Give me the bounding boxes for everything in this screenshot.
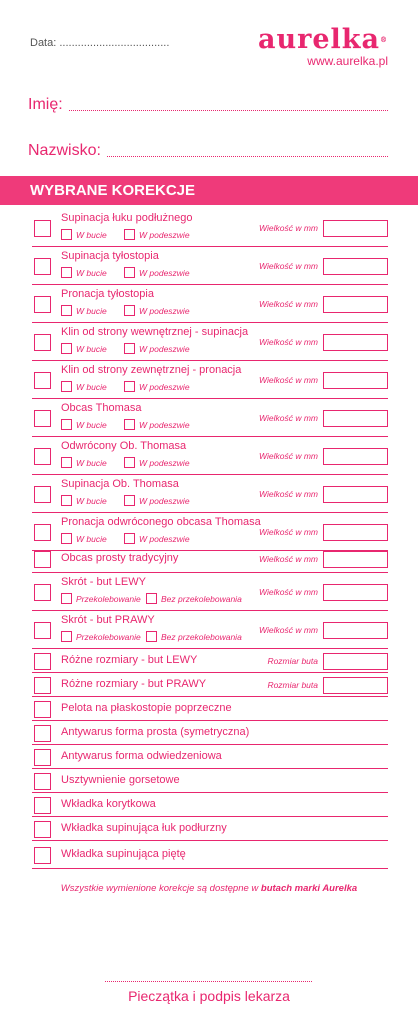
- correction-row: [32, 545, 388, 573]
- size-mm-label: Wielkość w mm: [259, 625, 318, 635]
- in-insole-option[interactable]: [124, 267, 190, 278]
- brand-url[interactable]: www.aurelka.pl: [307, 54, 388, 68]
- correction-row: [32, 649, 388, 673]
- correction-title: Pronacja odwróconego obcasa Thomasa: [61, 516, 261, 528]
- correction-title: Odwrócony Ob. Thomasa: [61, 440, 187, 452]
- in-insole-option-label: W podeszwie: [139, 533, 190, 544]
- size-mm-label: Wielkość w mm: [259, 375, 318, 385]
- in-shoe-option-label: W bucie: [76, 457, 107, 468]
- size-mm-input[interactable]: [323, 334, 388, 351]
- correction-title: Supinacja tyłostopia: [61, 250, 159, 262]
- size-mm-input[interactable]: [323, 410, 388, 427]
- no-overcorrection-option[interactable]: [146, 593, 242, 604]
- correction-row: [32, 361, 388, 399]
- in-shoe-option-checkbox[interactable]: [61, 343, 72, 354]
- no-overcorrection-option[interactable]: [146, 631, 242, 642]
- correction-row: [32, 285, 388, 323]
- section-header: WYBRANE KOREKCJE: [0, 176, 418, 205]
- correction-title: Antywarus forma prosta (symetryczna): [61, 726, 250, 738]
- size-mm-label: Wielkość w mm: [259, 451, 318, 461]
- size-mm-label: Wielkość w mm: [259, 299, 318, 309]
- correction-checkbox[interactable]: [34, 622, 51, 639]
- correction-checkbox[interactable]: [34, 258, 51, 275]
- brand-logo: [258, 26, 388, 68]
- in-insole-option-label: W podeszwie: [139, 457, 190, 468]
- correction-title: Wkładka korytkowa: [61, 798, 156, 810]
- in-shoe-option-checkbox[interactable]: [61, 381, 72, 392]
- in-insole-option-label: W podeszwie: [139, 229, 190, 240]
- in-shoe-option-checkbox[interactable]: [61, 229, 72, 240]
- correction-row: [32, 611, 388, 649]
- correction-title: Klin od strony wewnętrznej - supinacja: [61, 326, 249, 338]
- no-overcorrection-option-label: Bez przekolebowania: [161, 593, 242, 604]
- in-shoe-option[interactable]: [61, 457, 107, 468]
- overcorrection-option-checkbox[interactable]: [61, 593, 72, 604]
- in-shoe-option-label: W bucie: [76, 267, 107, 278]
- correction-row: [32, 437, 388, 475]
- first-name-line[interactable]: [69, 109, 388, 111]
- correction-row: [32, 209, 388, 247]
- in-insole-option-checkbox[interactable]: [124, 343, 135, 354]
- in-shoe-option-checkbox[interactable]: [61, 267, 72, 278]
- in-insole-option-checkbox[interactable]: [124, 495, 135, 506]
- row-divider: [32, 868, 388, 869]
- last-name-field[interactable]: [28, 142, 388, 160]
- size-mm-input[interactable]: [323, 220, 388, 237]
- correction-row: [32, 399, 388, 437]
- footer-note: Wszystkie wymienione korekcje są dostępne w butach marki Aurelka: [60, 883, 358, 894]
- in-insole-option[interactable]: [124, 419, 190, 430]
- size-mm-input[interactable]: [323, 622, 388, 639]
- correction-title: Usztywnienie gorsetowe: [61, 774, 180, 786]
- in-insole-option[interactable]: [124, 457, 190, 468]
- no-overcorrection-option-checkbox[interactable]: [146, 631, 157, 642]
- in-shoe-option[interactable]: [61, 305, 107, 316]
- size-mm-input[interactable]: [323, 448, 388, 465]
- in-shoe-option[interactable]: [61, 533, 107, 544]
- first-name-label: Imię:: [28, 96, 63, 113]
- in-insole-option-checkbox[interactable]: [124, 457, 135, 468]
- correction-title: Skrót - but LEWY: [61, 576, 146, 588]
- correction-row: [32, 475, 388, 513]
- in-shoe-option[interactable]: [61, 419, 107, 430]
- size-mm-label: Wielkość w mm: [259, 261, 318, 271]
- shoe-size-input[interactable]: [323, 677, 388, 694]
- correction-row: [32, 745, 388, 769]
- no-overcorrection-option-label: Bez przekolebowania: [161, 631, 242, 642]
- last-name-label: Nazwisko:: [28, 142, 101, 159]
- correction-checkbox[interactable]: [34, 486, 51, 503]
- in-insole-option-checkbox[interactable]: [124, 229, 135, 240]
- correction-row: [32, 247, 388, 285]
- correction-checkbox[interactable]: [34, 551, 51, 568]
- in-insole-option-label: W podeszwie: [139, 495, 190, 506]
- correction-checkbox[interactable]: [34, 701, 51, 718]
- in-insole-option-checkbox[interactable]: [124, 267, 135, 278]
- in-shoe-option-checkbox[interactable]: [61, 495, 72, 506]
- correction-row: [32, 697, 388, 721]
- in-insole-option-checkbox[interactable]: [124, 305, 135, 316]
- in-shoe-option-label: W bucie: [76, 533, 107, 544]
- correction-title: Supinacja łuku podłużnego: [61, 212, 193, 224]
- in-insole-option[interactable]: [124, 229, 190, 240]
- correction-checkbox[interactable]: [34, 296, 51, 313]
- size-mm-input[interactable]: [323, 372, 388, 389]
- correction-title: Antywarus forma odwiedzeniowa: [61, 750, 222, 762]
- correction-title: Skrót - but PRAWY: [61, 614, 155, 626]
- in-shoe-option[interactable]: [61, 267, 107, 278]
- in-shoe-option[interactable]: [61, 343, 107, 354]
- size-mm-label: Wielkość w mm: [259, 527, 318, 537]
- shoe-size-input[interactable]: [323, 653, 388, 670]
- in-insole-option-checkbox[interactable]: [124, 533, 135, 544]
- in-insole-option[interactable]: [124, 495, 190, 506]
- signature-line[interactable]: [105, 981, 312, 982]
- in-shoe-option-checkbox[interactable]: [61, 419, 72, 430]
- size-mm-input[interactable]: [323, 584, 388, 601]
- correction-row: [32, 721, 388, 745]
- brand-name: aurelka®: [258, 24, 388, 55]
- in-insole-option[interactable]: [124, 533, 190, 544]
- shoe-size-label: Rozmiar buta: [267, 680, 318, 690]
- last-name-line[interactable]: [107, 155, 388, 157]
- in-shoe-option[interactable]: [61, 381, 107, 392]
- shoe-size-label: Rozmiar buta: [267, 656, 318, 666]
- correction-row: [32, 573, 388, 611]
- in-insole-option-checkbox[interactable]: [124, 419, 135, 430]
- correction-row: [32, 323, 388, 361]
- correction-checkbox[interactable]: [34, 372, 51, 389]
- correction-checkbox[interactable]: [34, 410, 51, 427]
- size-mm-input[interactable]: [323, 258, 388, 275]
- correction-row: [32, 769, 388, 793]
- correction-title: Wkładka supinująca łuk podłurzny: [61, 822, 227, 834]
- in-insole-option-label: W podeszwie: [139, 343, 190, 354]
- in-insole-option[interactable]: [124, 381, 190, 392]
- size-mm-label: Wielkość w mm: [259, 223, 318, 233]
- size-mm-label: Wielkość w mm: [259, 337, 318, 347]
- in-insole-option-label: W podeszwie: [139, 419, 190, 430]
- in-shoe-option[interactable]: [61, 495, 107, 506]
- in-insole-option[interactable]: [124, 343, 190, 354]
- correction-title: Różne rozmiary - but PRAWY: [61, 678, 207, 690]
- date-field-label[interactable]: Data: ....................................: [30, 37, 170, 49]
- correction-title: Obcas prosty tradycyjny: [61, 552, 179, 564]
- overcorrection-option-label: Przekolebowanie: [76, 631, 141, 642]
- in-insole-option-label: W podeszwie: [139, 267, 190, 278]
- in-shoe-option-label: W bucie: [76, 229, 107, 240]
- size-mm-input[interactable]: [323, 551, 388, 568]
- in-shoe-option[interactable]: [61, 229, 107, 240]
- correction-row: [32, 817, 388, 841]
- no-overcorrection-option-checkbox[interactable]: [146, 593, 157, 604]
- first-name-field[interactable]: [28, 96, 388, 114]
- in-shoe-option-checkbox[interactable]: [61, 457, 72, 468]
- in-insole-option[interactable]: [124, 305, 190, 316]
- correction-checkbox[interactable]: [34, 448, 51, 465]
- signature-label: Pieczątka i podpis lekarza: [128, 988, 290, 1004]
- in-insole-option-label: W podeszwie: [139, 381, 190, 392]
- size-mm-input[interactable]: [323, 524, 388, 541]
- size-mm-label: Wielkość w mm: [259, 413, 318, 423]
- overcorrection-option[interactable]: [61, 593, 141, 604]
- correction-row: [32, 841, 388, 869]
- correction-row: [32, 793, 388, 817]
- in-shoe-option-checkbox[interactable]: [61, 305, 72, 316]
- correction-checkbox[interactable]: [34, 220, 51, 237]
- correction-checkbox[interactable]: [34, 821, 51, 838]
- in-shoe-option-label: W bucie: [76, 343, 107, 354]
- correction-checkbox[interactable]: [34, 749, 51, 766]
- correction-checkbox[interactable]: [34, 677, 51, 694]
- overcorrection-option-checkbox[interactable]: [61, 631, 72, 642]
- correction-checkbox[interactable]: [34, 797, 51, 814]
- size-mm-label: Wielkość w mm: [259, 554, 318, 564]
- correction-title: Supinacja Ob. Thomasa: [61, 478, 179, 490]
- size-mm-label: Wielkość w mm: [259, 489, 318, 499]
- correction-checkbox[interactable]: [34, 847, 51, 864]
- correction-title: Obcas Thomasa: [61, 402, 142, 414]
- correction-checkbox[interactable]: [34, 334, 51, 351]
- overcorrection-option-label: Przekolebowanie: [76, 593, 141, 604]
- footer-note-brand: butach marki Aurelka: [260, 883, 358, 894]
- in-insole-option-label: W podeszwie: [139, 305, 190, 316]
- in-shoe-option-label: W bucie: [76, 495, 107, 506]
- overcorrection-option[interactable]: [61, 631, 141, 642]
- correction-title: Różne rozmiary - but LEWY: [61, 654, 198, 666]
- correction-title: Klin od strony zewnętrznej - pronacja: [61, 364, 242, 376]
- correction-checkbox[interactable]: [34, 725, 51, 742]
- correction-checkbox[interactable]: [34, 584, 51, 601]
- size-mm-label: Wielkość w mm: [259, 587, 318, 597]
- correction-checkbox[interactable]: [34, 653, 51, 670]
- in-shoe-option-label: W bucie: [76, 381, 107, 392]
- correction-checkbox[interactable]: [34, 524, 51, 541]
- correction-title: Pelota na płaskostopie poprzeczne: [61, 702, 232, 714]
- in-insole-option-checkbox[interactable]: [124, 381, 135, 392]
- in-shoe-option-label: W bucie: [76, 419, 107, 430]
- in-shoe-option-label: W bucie: [76, 305, 107, 316]
- size-mm-input[interactable]: [323, 486, 388, 503]
- in-shoe-option-checkbox[interactable]: [61, 533, 72, 544]
- size-mm-input[interactable]: [323, 296, 388, 313]
- correction-checkbox[interactable]: [34, 773, 51, 790]
- correction-title: Pronacja tyłostopia: [61, 288, 154, 300]
- correction-row: [32, 673, 388, 697]
- correction-title: Wkładka supinująca piętę: [61, 848, 186, 860]
